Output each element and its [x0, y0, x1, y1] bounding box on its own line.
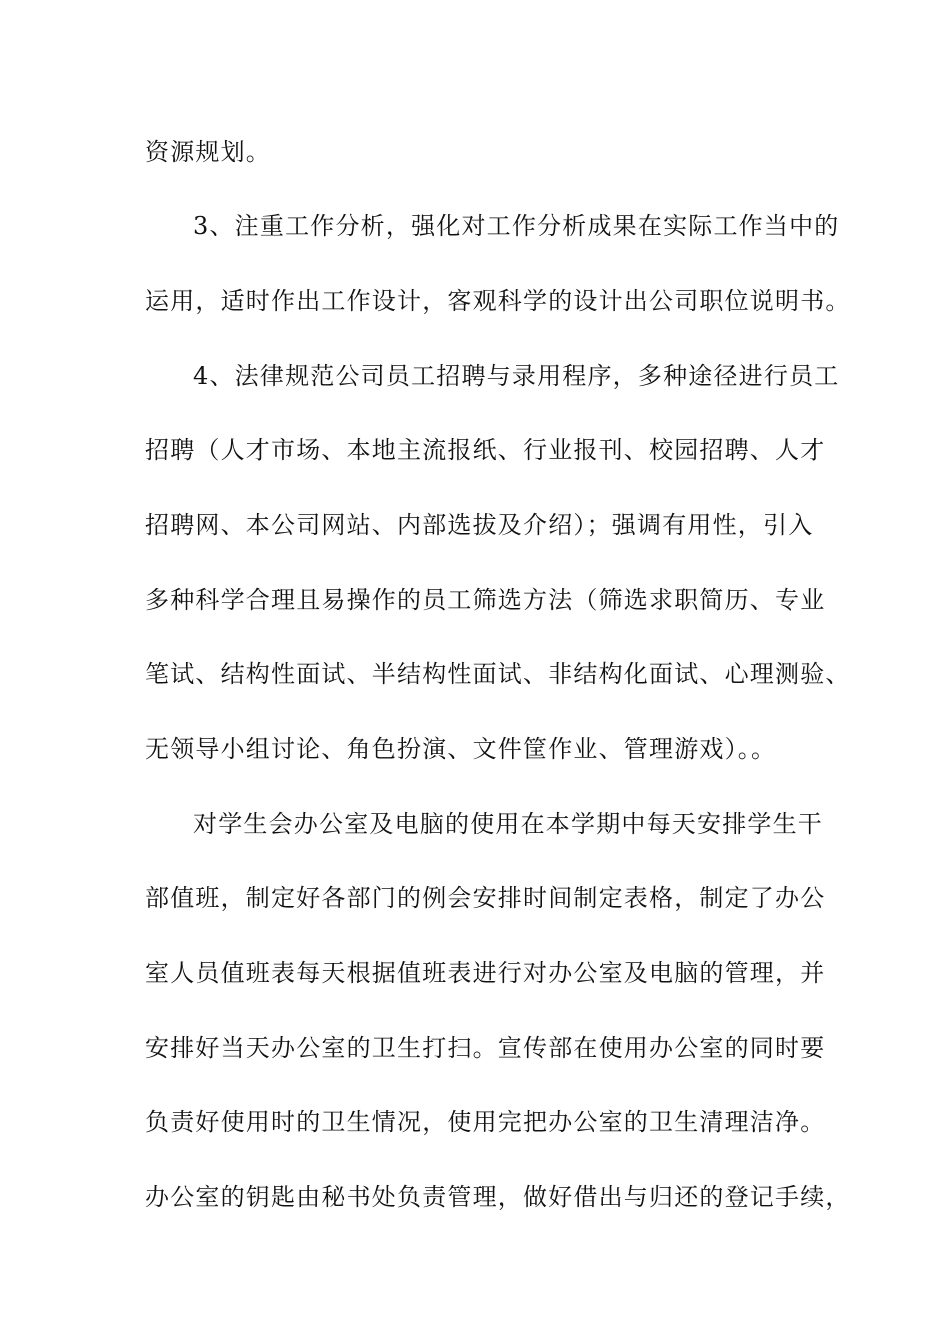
text-line: 4、法律规范公司员工招聘与录用程序，多种途径进行员工	[193, 362, 840, 390]
text-line: 办公室的钥匙由秘书处负责管理，做好借出与归还的登记手续，	[145, 1183, 851, 1211]
text-line: 对学生会办公室及电脑的使用在本学期中每天安排学生干	[193, 810, 823, 838]
text-line: 资源规划。	[145, 138, 271, 166]
text-line: 笔试、结构性面试、半结构性面试、非结构化面试、心理测验、	[145, 660, 851, 688]
text-line: 部值班，制定好各部门的例会安排时间制定表格，制定了办公	[145, 884, 826, 912]
text-line: 室人员值班表每天根据值班表进行对办公室及电脑的管理，并	[145, 959, 826, 987]
text-line: 无领导小组讨论、角色扮演、文件筐作业、管理游戏）。。	[145, 735, 777, 763]
text-line: 多种科学合理且易操作的员工筛选方法（筛选求职简历、专业	[145, 586, 826, 614]
text-line: 3、注重工作分析，强化对工作分析成果在实际工作当中的	[193, 212, 840, 240]
text-line: 负责好使用时的卫生情况，使用完把办公室的卫生清理洁净。	[145, 1108, 826, 1136]
text-line: 招聘网、本公司网站、内部选拔及介绍）；强调有用性，引入	[145, 511, 814, 539]
text-line: 安排好当天办公室的卫生打扫。宣传部在使用办公室的同时要	[145, 1034, 826, 1062]
text-line: 运用，适时作出工作设计，客观科学的设计出公司职位说明书。	[145, 287, 851, 315]
text-line: 招聘（人才市场、本地主流报纸、行业报刊、校园招聘、人才	[145, 436, 826, 464]
